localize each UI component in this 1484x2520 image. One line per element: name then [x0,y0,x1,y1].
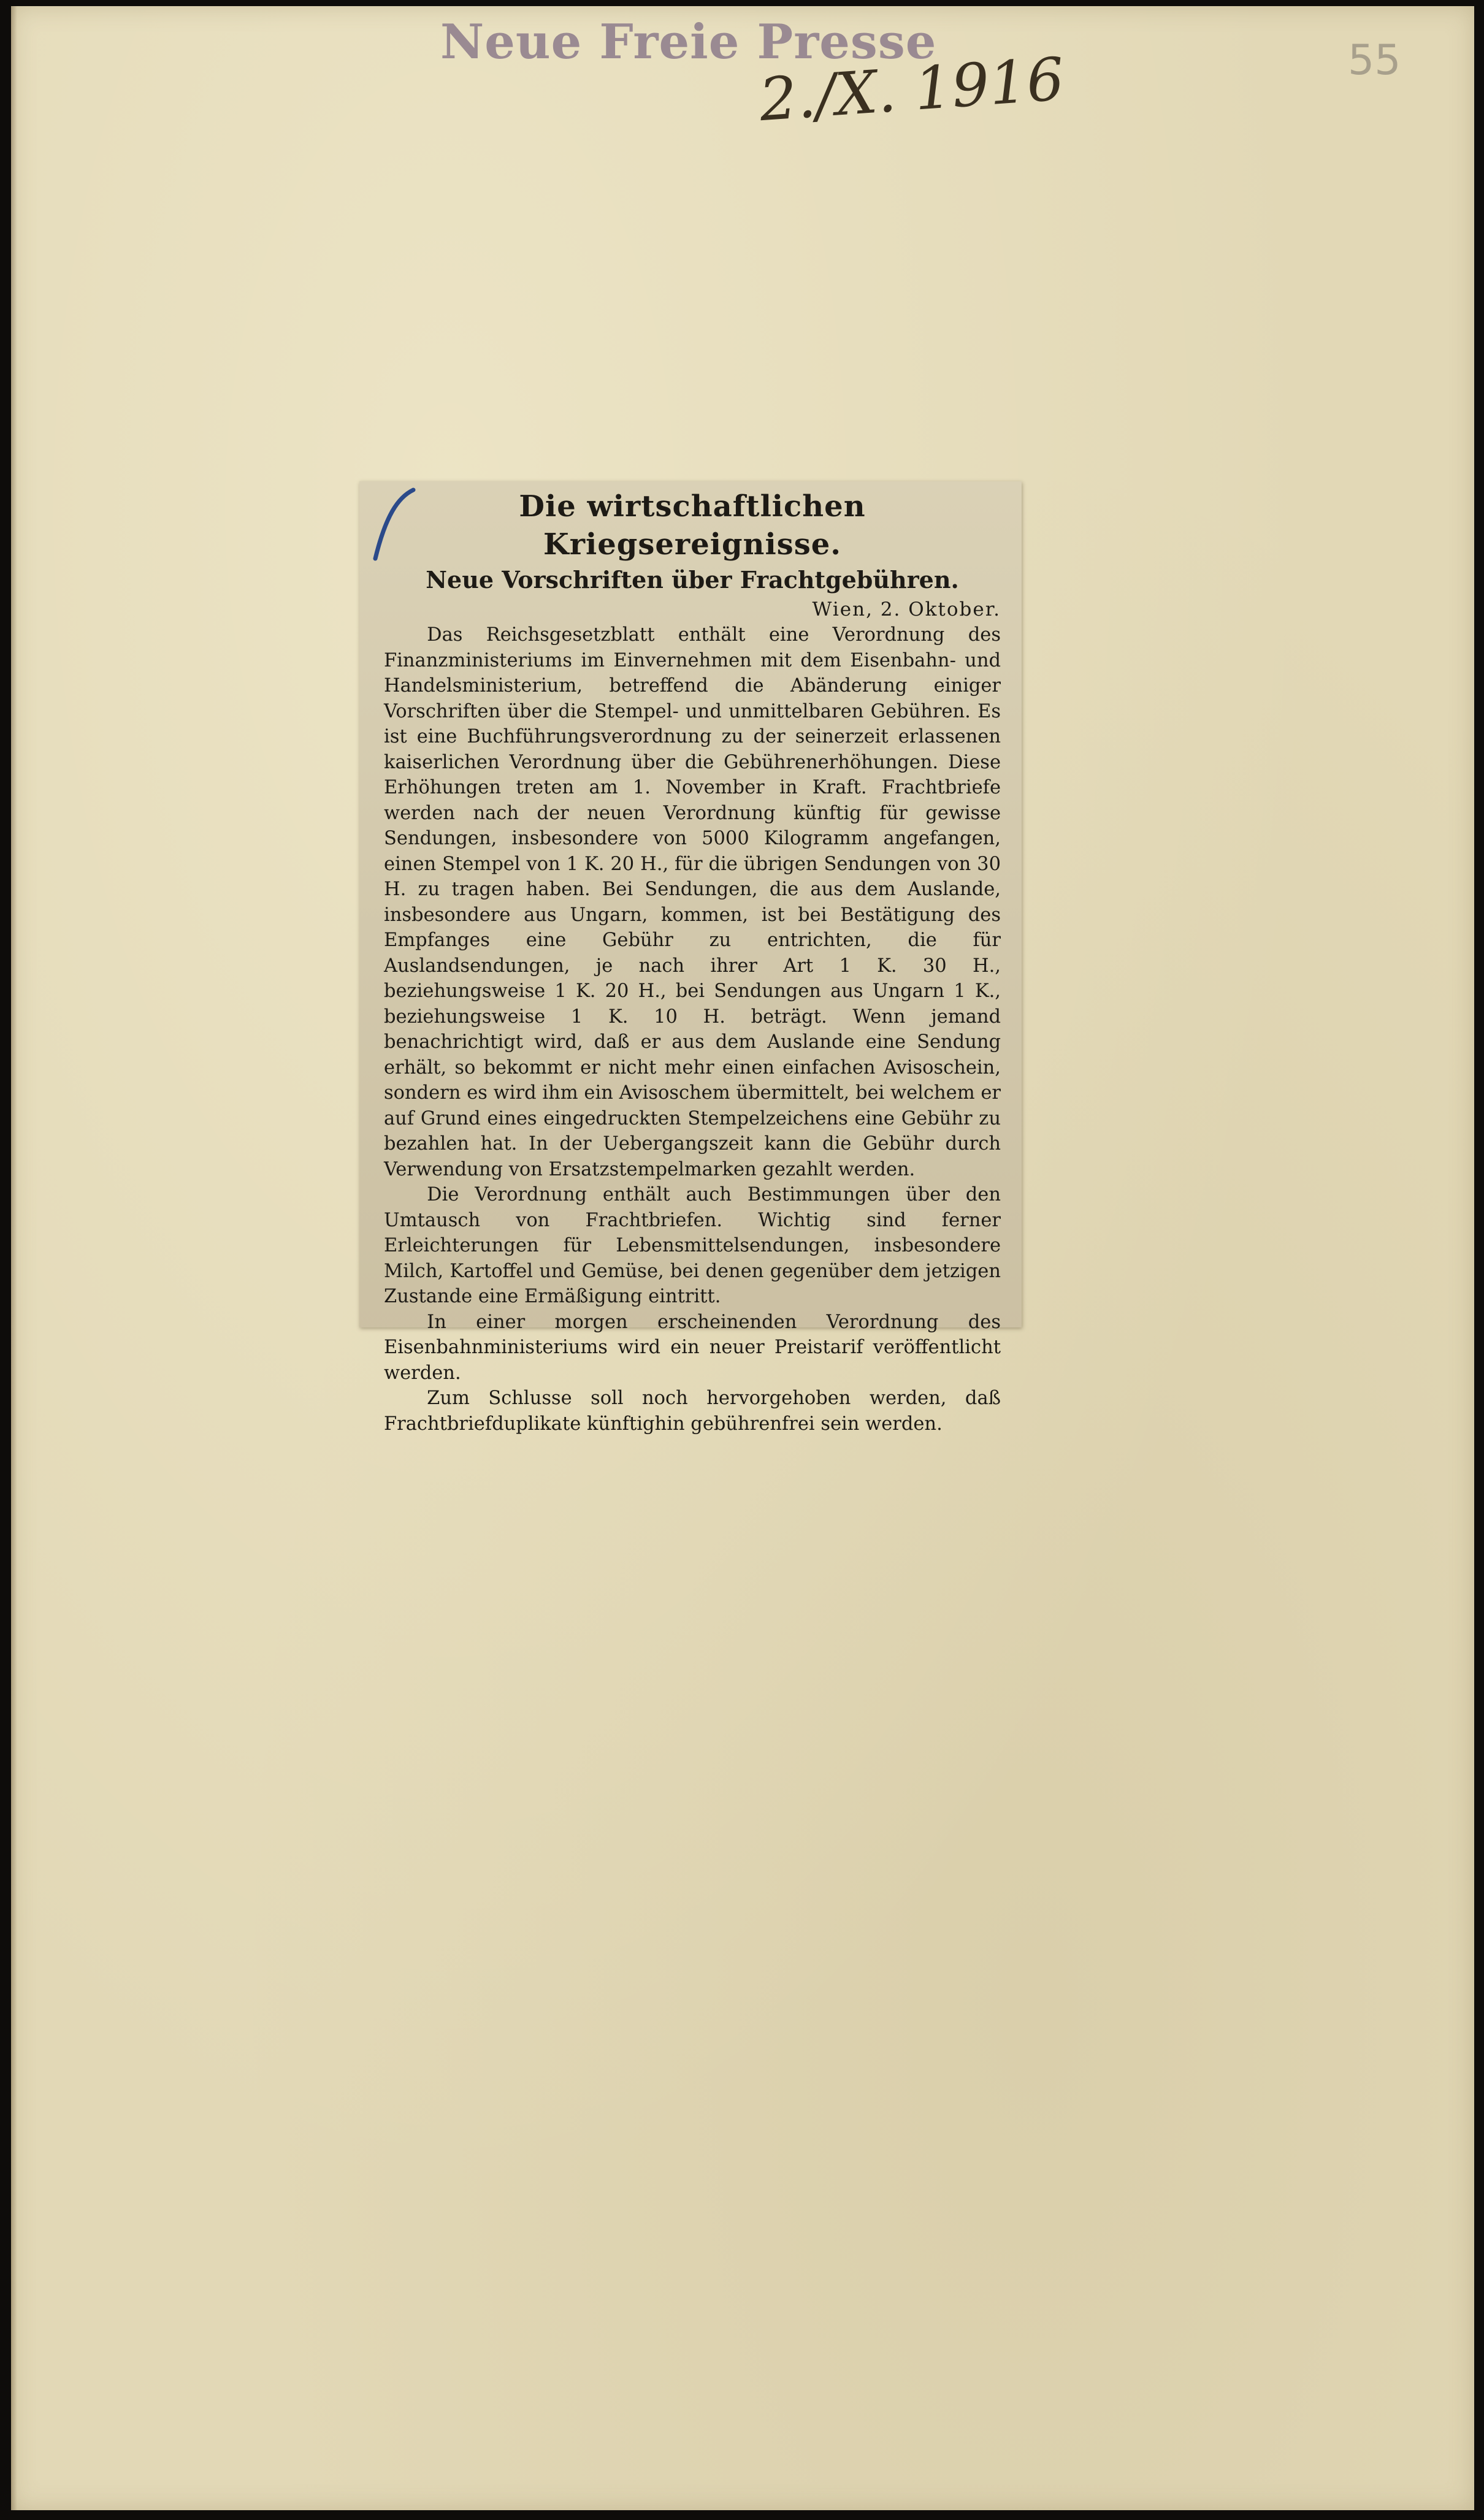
article-subheadline: Neue Vorschriften über Frachtgebühren. [426,566,959,594]
newspaper-name-stamp: Neue Freie Presse [440,14,937,70]
article-paragraph: In einer morgen erscheinenden Verordnung des Eisenbahnministeriums wird ein neuer Preistarif veröffentlicht werden. [384,1311,1001,1384]
sheet-binding-edge [11,6,17,2510]
handwritten-date: 2./X. 1916 [757,44,1066,135]
article-paragraph: Zum Schlusse soll noch hervorgehoben werden, daß Frachtbriefduplikate künftighin gebührenfrei sein werden. [384,1388,1001,1435]
page-number: 55 [1348,36,1401,85]
article-dateline: Wien, 2. Oktober. [812,598,1001,620]
archive-sheet [11,6,1474,2510]
pen-stroke-mark [364,485,419,565]
article-paragraph: Das Reichsgesetzblatt enthält eine Verordnung des Finanzministeriums im Einvernehmen mit dem Eisenbahn- und Handelsministerium, betreffend die Abänderung einiger Vorschriften über die Stempel- und unmittelbaren Gebühren. Es ist eine Buchführungsverordnung zu der seinerzeit erlassenen kaiserlichen Verordnung über die Gebührenerhöhungen. Diese Erhöhungen treten am 1. November in Kraft. Frachtbriefe werden nach der neuen Verordnung künftig für gewisse Sendungen, insbesondere von 5000 Kilogramm angefangen, einen Stempel von 1 K. 20 H., für die übrigen Sendungen von 30 H. zu tragen haben. Bei Sendungen, die aus dem Auslande, insbesondere aus Ungarn, kommen, ist bei Bestätigung des Empfanges eine Gebühr zu entrichten, die für Auslandsendungen, je nach ihrer Art 1 K. 30 H., beziehungsweise 1 K. 20 H., bei Sendungen aus Ungarn 1 K., beziehungsweise 1 K. 10 H. beträgt. Wenn jemand benachrichtigt wird, daß er aus dem Auslande eine Sendung erhält, so bekommt er nicht mehr einen einfachen Avisoschein, sondern es wird ihm ein Avisoschem übermittelt, bei welchem er auf Grund eines eingedruckten Stempelzeichens eine Gebühr zu bezahlen hat. In der Uebergangszeit kann die Gebühr durch Verwendung von Ersatzstempelmarken gezahlt werden. [384,624,1001,1180]
article-paragraph: Die Verordnung enthält auch Bestimmungen über den Umtausch von Frachtbriefen. Wichtig sind ferner Erleichterungen für Lebensmittelsendungen, insbesondere Milch, Kartoffel und Gemüse, bei denen gegenüber dem jetzigen Zustande eine Ermäßigung eintritt. [384,1184,1001,1307]
article-body [384,622,1001,1437]
article-headline: Die wirtschaftlichen Kriegsereignisse. [519,489,866,562]
newspaper-clipping [359,481,1022,1435]
